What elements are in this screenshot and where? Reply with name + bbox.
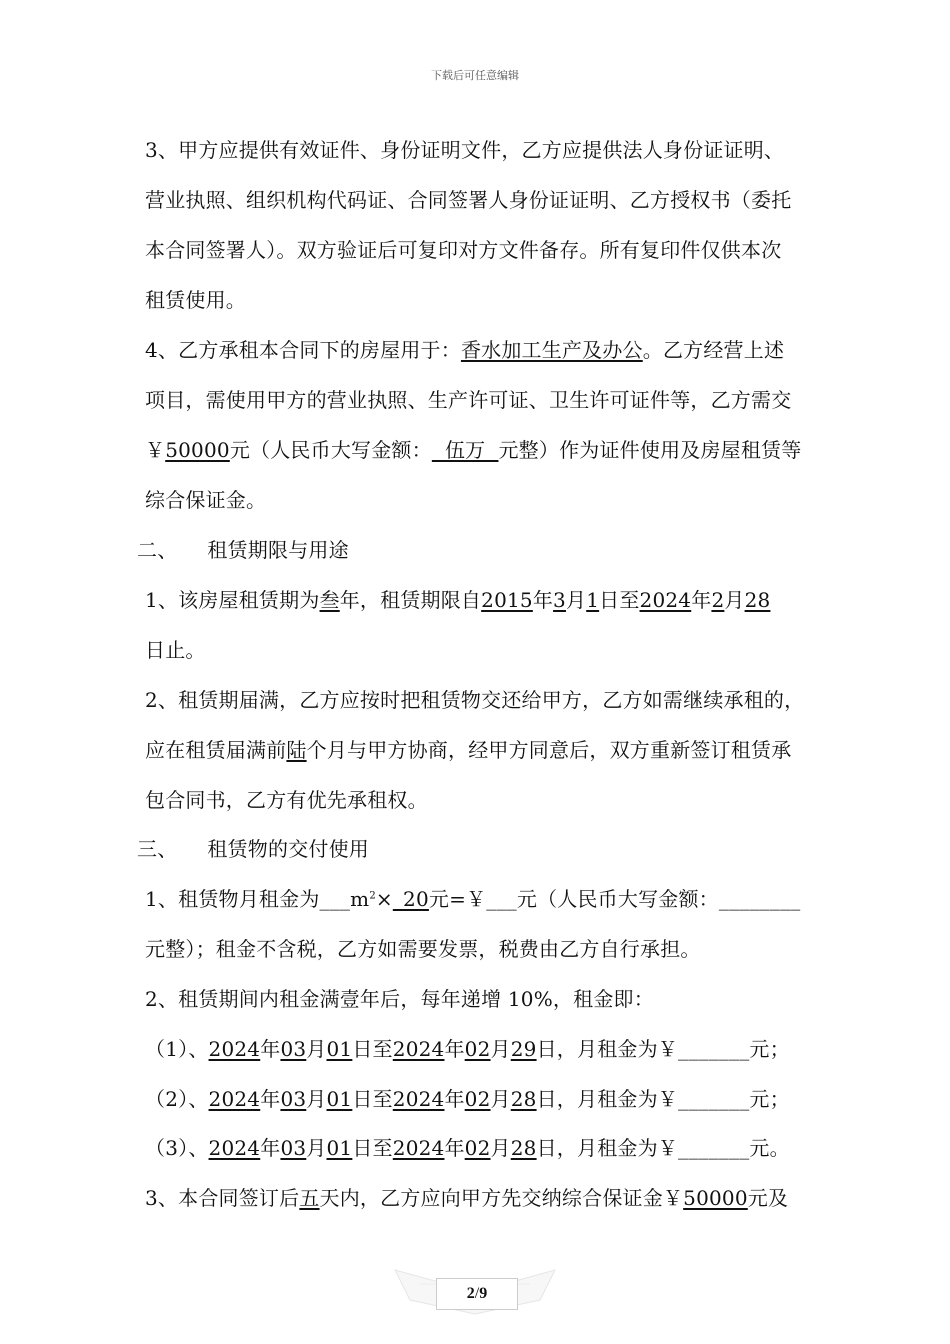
rent-schedule-row [145, 1135, 790, 1161]
filled-field: _20 [392, 887, 429, 911]
row-index: （3）、 [145, 1136, 209, 1160]
text: 3、本合同签订后 [145, 1186, 300, 1210]
paragraph-line: 3、甲方应提供有效证件、身份证明文件，乙方应提供法人身份证证明、 [145, 138, 785, 162]
rent-schedule-row [145, 1036, 790, 1062]
text: 应在租赁届满前 [145, 738, 287, 762]
paragraph-line [145, 437, 801, 463]
text: m [350, 887, 370, 911]
filled-field: 01 [326, 1037, 353, 1061]
text: 年 [444, 1136, 465, 1160]
paragraph-line: 租赁使用。 [145, 288, 246, 312]
text: 日至 [352, 1136, 393, 1160]
filled-field: 伍万 [431, 438, 499, 462]
section-title: 租赁物的交付使用 [207, 837, 370, 861]
filled-field: 50000 [683, 1186, 748, 1210]
text: 年，租赁期限自 [339, 588, 482, 612]
blank-field: ___ [486, 887, 517, 911]
text: 日，月租金为￥ [536, 1037, 678, 1061]
filled-field: 01 [326, 1087, 353, 1111]
row-index: （1）、 [145, 1037, 209, 1061]
filled-field: 2024 [392, 1136, 445, 1160]
page-number [436, 1278, 518, 1310]
text: 年 [691, 588, 712, 612]
text: 日，月租金为￥ [536, 1136, 678, 1160]
filled-field: 03 [280, 1087, 307, 1111]
text: 年 [444, 1037, 465, 1061]
text: 月 [490, 1037, 511, 1061]
filled-field: 28 [510, 1087, 537, 1111]
text: 年 [260, 1037, 281, 1061]
superscript: 2 [369, 890, 376, 902]
text: 元（人民币大写金额： [229, 438, 432, 462]
text: 。乙方经营上述 [642, 338, 785, 362]
paragraph-line: 综合保证金。 [145, 488, 267, 512]
paragraph-line: 营业执照、组织机构代码证、合同签署人身份证证明、乙方授权书（委托 [145, 188, 792, 212]
rent-schedule-row [145, 1086, 790, 1112]
filled-field: 03 [280, 1037, 307, 1061]
filled-field: 50000 [165, 438, 230, 462]
paragraph-line: 包合同书，乙方有优先承租权。 [145, 788, 428, 812]
blank-field: _______ [678, 1136, 750, 1160]
filled-field: 2024 [639, 588, 692, 612]
filled-field: 28 [744, 588, 771, 612]
text: 日至 [352, 1087, 393, 1111]
row-index: （2）、 [145, 1087, 209, 1111]
text: 元=￥ [428, 887, 487, 911]
paragraph-line: 2、租赁期届满，乙方应按时把租赁物交还给甲方，乙方如需继续承租的， [145, 688, 805, 712]
text: 1、租赁物月租金为 [145, 887, 320, 911]
filled-field: 2 [711, 588, 725, 612]
text: ￥ [145, 438, 166, 462]
filled-field: 香水加工生产及办公 [460, 338, 643, 362]
text: 日至 [599, 588, 640, 612]
current-page: 2 [466, 1285, 475, 1302]
filled-field: 02 [464, 1087, 491, 1111]
total-pages: 9 [479, 1285, 488, 1302]
paragraph-line [145, 737, 791, 763]
text: 日，月租金为￥ [536, 1087, 678, 1111]
text: 4、乙方承租本合同下的房屋用于： [145, 338, 461, 362]
text: 天内，乙方应向甲方先交纳综合保证金￥ [319, 1186, 684, 1210]
text: 1、该房屋租赁期为 [145, 588, 320, 612]
filled-field: 02 [464, 1136, 491, 1160]
text: 年 [260, 1136, 281, 1160]
text: 元及 [747, 1186, 789, 1210]
text: 元（人民币大写金额： [516, 887, 719, 911]
filled-field: 2024 [392, 1037, 445, 1061]
text: × [375, 887, 393, 911]
text: 月 [490, 1136, 511, 1160]
paragraph-line: 本合同签署人）。双方验证后可复印对方文件备存。所有复印件仅供本次 [145, 238, 782, 262]
text: 月 [306, 1087, 327, 1111]
blank-field: _______ [678, 1037, 750, 1061]
filled-field: 2024 [208, 1037, 261, 1061]
filled-field: 2024 [208, 1136, 261, 1160]
paragraph-line: 2、租赁期间内租金满壹年后，每年递增 10%，租金即： [145, 987, 654, 1011]
filled-field: 2015 [481, 588, 533, 612]
blank-field: ___ [319, 887, 351, 911]
page-separator: / [474, 1285, 480, 1302]
text: 元； [749, 1037, 790, 1061]
paragraph-line: 日止。 [145, 638, 206, 662]
filled-field: 2024 [392, 1087, 445, 1111]
section-number: 三、 [137, 837, 178, 861]
filled-field: 3 [553, 588, 566, 612]
text: 月 [306, 1037, 327, 1061]
text: 元整）作为证件使用及房屋租赁等 [498, 438, 802, 462]
filled-field: 29 [510, 1037, 537, 1061]
filled-field: 01 [326, 1136, 353, 1160]
paragraph-line [145, 587, 770, 613]
filled-field: 叁 [319, 588, 340, 612]
section-title: 租赁期限与用途 [207, 538, 349, 562]
text: 年 [532, 588, 554, 612]
page-header: 下载后可任意编辑 [431, 69, 519, 82]
paragraph-line [145, 1185, 788, 1211]
paragraph-line [145, 337, 784, 363]
text: 月 [306, 1136, 327, 1160]
text: 月 [724, 588, 745, 612]
text: 个月与甲方协商，经甲方同意后，双方重新签订租赁承 [306, 738, 792, 762]
paragraph-line: 项目，需使用甲方的营业执照、生产许可证、卫生许可证件等，乙方需交 [145, 388, 792, 412]
section-number: 二、 [137, 538, 178, 562]
section-heading [137, 836, 369, 862]
paragraph-line [145, 886, 800, 912]
blank-field: _______ [678, 1087, 750, 1111]
text: 元。 [749, 1136, 790, 1160]
text: 月 [490, 1087, 511, 1111]
filled-field: 2024 [208, 1087, 261, 1111]
paragraph-line: 元整）；租金不含税，乙方如需要发票，税费由乙方自行承担。 [145, 937, 701, 961]
filled-field: 陆 [286, 738, 307, 762]
blank-field: ________ [718, 887, 801, 911]
text: 元； [749, 1087, 790, 1111]
filled-field: 02 [464, 1037, 491, 1061]
filled-field: 五 [299, 1186, 320, 1210]
text: 年 [260, 1087, 281, 1111]
filled-field: 1 [586, 588, 600, 612]
section-heading [137, 537, 349, 563]
filled-field: 03 [280, 1136, 307, 1160]
filled-field: 28 [510, 1136, 537, 1160]
text: 年 [444, 1087, 465, 1111]
text: 日至 [352, 1037, 393, 1061]
text: 月 [565, 588, 587, 612]
